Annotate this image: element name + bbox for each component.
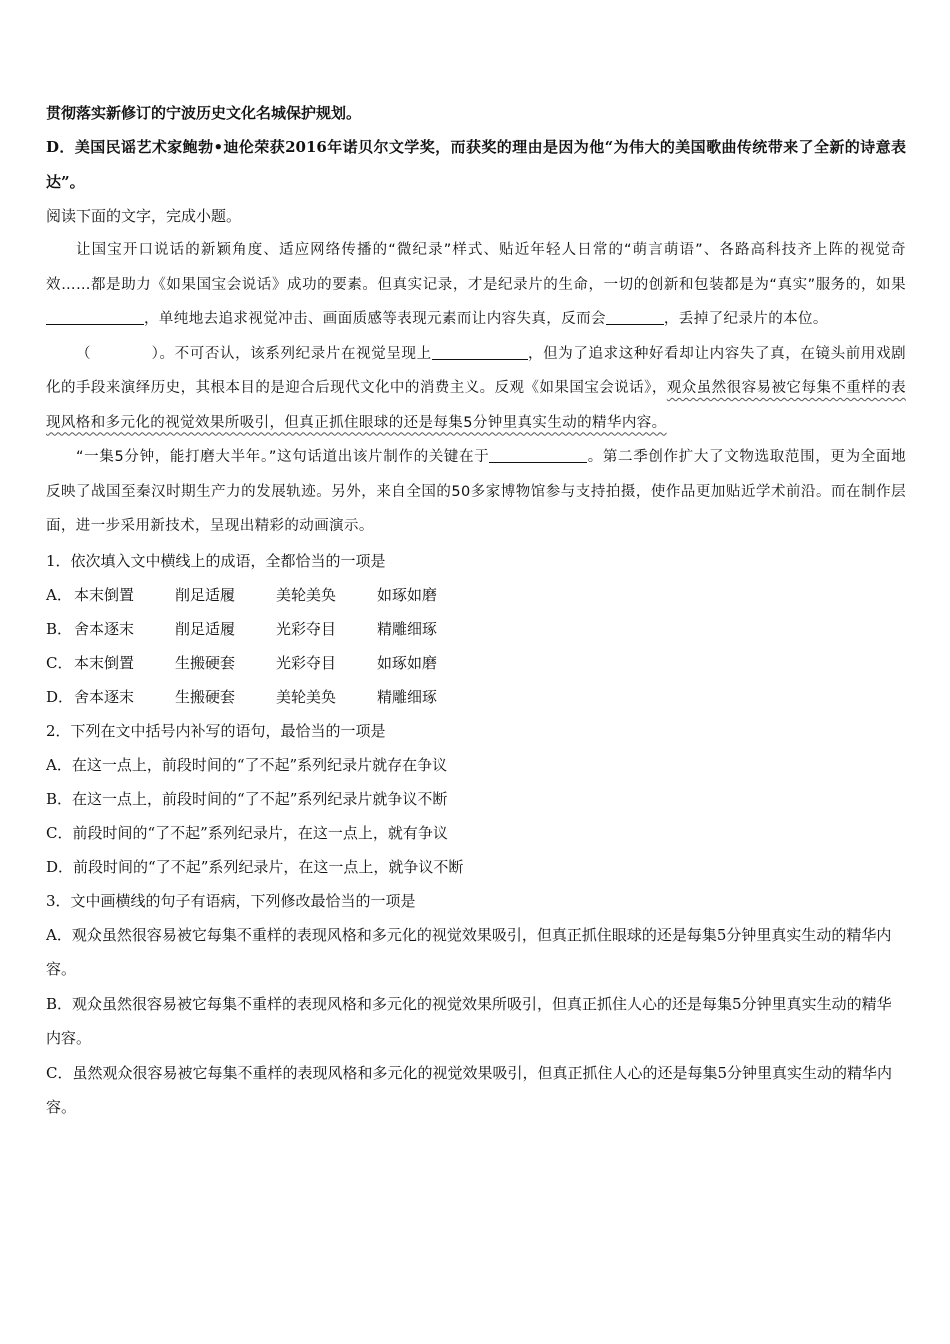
reading-instruction: 阅读下面的文字，完成小题。: [46, 207, 242, 225]
question-2-stem: 2．下列在文中括号内补写的语句，最恰当的一项是: [46, 721, 386, 740]
exam-page: [46, 96, 906, 1125]
q1-option-d: D． 舍本逐末 生搬硬套 美轮美奂 精雕细琢: [46, 687, 438, 706]
q3-option-a: A．观众虽然很容易被它每集不重样的表现风格和多元化的视觉效果吸引，但真正抓住眼球的还是每集5分钟里真实生动的精华内容。: [46, 925, 892, 978]
q3-option-b: B．观众虽然很容易被它每集不重样的表现风格和多元化的视觉效果所吸引，但真正抓住人心的还是每集5分钟里真实生动的精华内容。: [46, 994, 892, 1047]
intro-line: 贯彻落实新修订的宁波历史文化名城保护规划。: [46, 104, 362, 122]
blank-2: [606, 306, 664, 325]
blank-4: [489, 444, 587, 463]
underlined-sentence: 观众虽然很容易被它每集不重样的表现风格和多元化的视觉效果所吸引，但真正抓住眼球的还是每集5分钟里真实生动的精华内容。: [46, 380, 906, 431]
passage-paragraph-3: “一集5分钟，能打磨大半年。”这句话道出该片制作的关键在于 。第二季创作扩大了文物选取范围，更为全面地反映了战国至秦汉时期生产力的发展轨迹。另外，来自全国的50多家博物馆参与支持拍摄，使作品更加贴近学术前沿。而在制作层面，进一步采用新技术，呈现出精彩的动画演示。: [46, 440, 906, 544]
q2-option-b: B．在这一点上，前段时间的“了不起”系列纪录片就争议不断: [46, 789, 448, 808]
q1-option-a: A． 本末倒置 削足适履 美轮美奂 如琢如磨: [46, 585, 438, 604]
q1-option-c: C． 本末倒置 生搬硬套 光彩夺目 如琢如磨: [46, 653, 438, 672]
passage-paragraph-2: （ ）。不可否认，该系列纪录片在视觉呈现上 ，但为了追求这种好看却让内容失了真，在镜头前用戏剧化的手段来演绎历史，其根本目的是迎合后现代文化中的消费主义。反观《如果国宝会说话》，观众虽然很容易被它每集不重样的表现风格和多元化的视觉效果所吸引，但真正抓住眼球的还是每集5分钟里真实生动的精华内容。: [46, 337, 906, 441]
q2-option-c: C．前段时间的“了不起”系列纪录片，在这一点上，就有争议: [46, 823, 448, 842]
passage-paragraph-1: 让国宝开口说话的新颖角度、适应网络传播的“微纪录”样式、贴近年轻人日常的“萌言萌语”、各路高科技齐上阵的视觉奇效……都是助力《如果国宝会说话》成功的要素。但真实记录，才是纪录片的生命，一切的创新和包装都是为“真实”服务的，如果，单纯地去追求视觉冲击、画面质感等表现元素而让内容失真，反而会 ，丢掉了纪录片的本位。: [46, 242, 906, 327]
prior-option-d: D．美国民谣艺术家鲍勃•迪伦荣获2016年诺贝尔文学奖，而获奖的理由是因为他“为伟大的美国歌曲传统带来了全新的诗意表达”。: [46, 138, 906, 191]
question-1-stem: 1．依次填入文中横线上的成语，全都恰当的一项是: [46, 551, 386, 570]
blank-3: [432, 341, 528, 360]
q2-option-d: D．前段时间的“了不起”系列纪录片，在这一点上，就争议不断: [46, 857, 464, 876]
q3-option-c: C．虽然观众很容易被它每集不重样的表现风格和多元化的视觉效果吸引，但真正抓住人心的还是每集5分钟里真实生动的精华内容。: [46, 1063, 893, 1116]
question-3-stem: 3．文中画横线的句子有语病，下列修改最恰当的一项是: [46, 891, 416, 910]
q1-option-b: B． 舍本逐末 削足适履 光彩夺目 精雕细琢: [46, 619, 438, 638]
q2-option-a: A．在这一点上，前段时间的“了不起”系列纪录片就存在争议: [46, 755, 448, 774]
blank-1: [46, 306, 144, 325]
